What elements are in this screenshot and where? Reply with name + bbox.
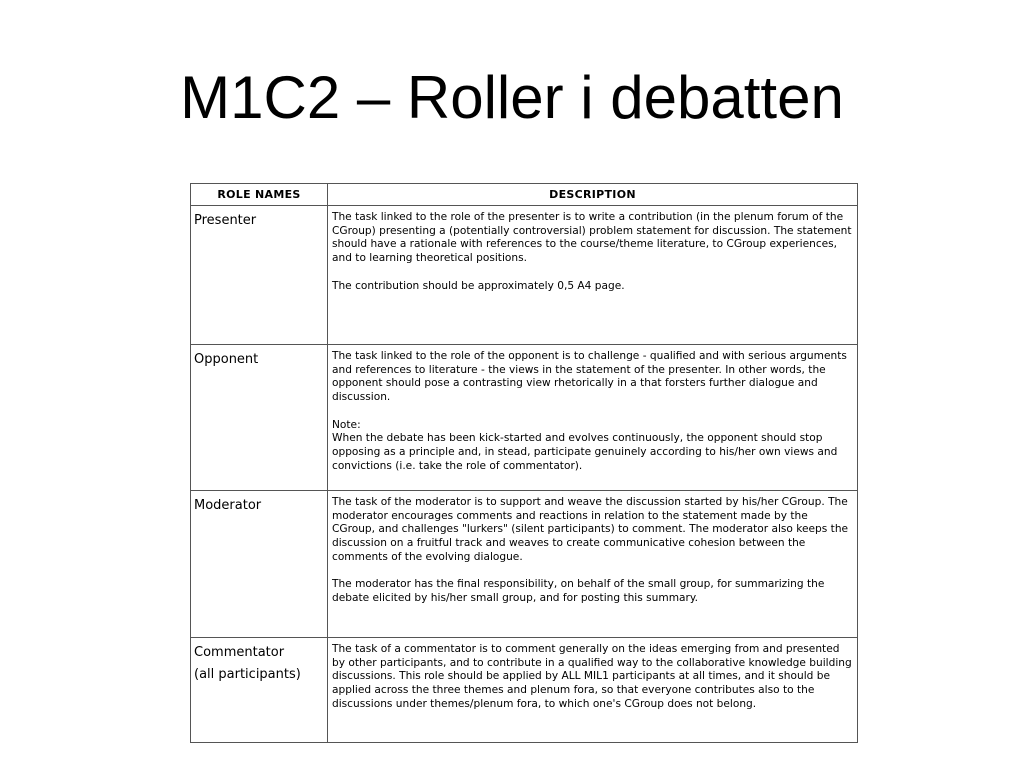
description-cell (328, 638, 858, 743)
role-cell (191, 638, 328, 743)
table-row-commentator (191, 638, 858, 743)
description-cell (328, 206, 858, 345)
description-paragraph: The task linked to the role of the presenter is to write a contribution (in the plenum forum of the CGroup) presenting a (potentially controversial) problem statement for discussion. The statement should have a rationale with references to the course/theme literature, to CGroup experiences, and to learning theoretical positions. (332, 211, 852, 265)
note-text: When the debate has been kick-started and evolves continuously, the opponent should stop opposing as a principle and, in stead, participate genuinely according to his/her own views and convictions (i.e. take the role of commentator). (332, 432, 838, 472)
role-name: Moderator (194, 498, 262, 513)
description-paragraph: The task of the moderator is to support and weave the discussion started by his/her CGroup. The moderator encourages comments and reactions in relation to the statement made by the CGroup, and challenges "lurkers" (silent participants) to comment. The moderator also keeps the discussion on a fruitful track and weaves to create communicative cohesion between the comments of the evolving dialogue. (332, 496, 849, 563)
role-name: Commentator (194, 645, 285, 660)
table-header-row (191, 184, 858, 206)
description-paragraph: The task linked to the role of the opponent is to challenge - qualified and with serious arguments and references to literature - the views in the statement of the presenter. In other words, the opponent should pose a contrasting view rhetorically in a that forsters further dialogue and discussion. (332, 350, 847, 404)
description-paragraph: The moderator has the final responsibility, on behalf of the small group, for summarizing the debate elicited by his/her small group, and for posting this summary. (332, 578, 825, 604)
note-label: Note: (332, 418, 361, 431)
table-row-opponent (191, 345, 858, 491)
header-role-names: ROLE NAMES (191, 184, 328, 206)
role-subtitle: (all participants) (194, 667, 301, 682)
role-cell (191, 491, 328, 638)
table-row-presenter (191, 206, 858, 345)
roles-table (190, 183, 858, 743)
role-cell (191, 345, 328, 491)
slide-title: M1C2 – Roller i debatten (180, 64, 844, 131)
description-paragraph: The contribution should be approximately 0,5 A4 page. (332, 279, 625, 292)
description-paragraph: The task of a commentator is to comment generally on the ideas emerging from and presented by other participants, and to contribute in a qualified way to the collaborative knowledge building discussions. This role should be applied by ALL MIL1 participants at all times, and it should be applied across the three themes and plenum fora, so that everyone contributes also to the discussions under themes/plenum fora, to which one's CGroup does not belong. (332, 643, 852, 710)
header-description: DESCRIPTION (328, 184, 858, 206)
role-cell (191, 206, 328, 345)
role-name: Presenter (194, 213, 257, 228)
description-cell (328, 491, 858, 638)
role-name: Opponent (194, 352, 259, 367)
description-note-paragraph (332, 419, 853, 474)
table-row-moderator (191, 491, 858, 638)
description-cell (328, 345, 858, 491)
